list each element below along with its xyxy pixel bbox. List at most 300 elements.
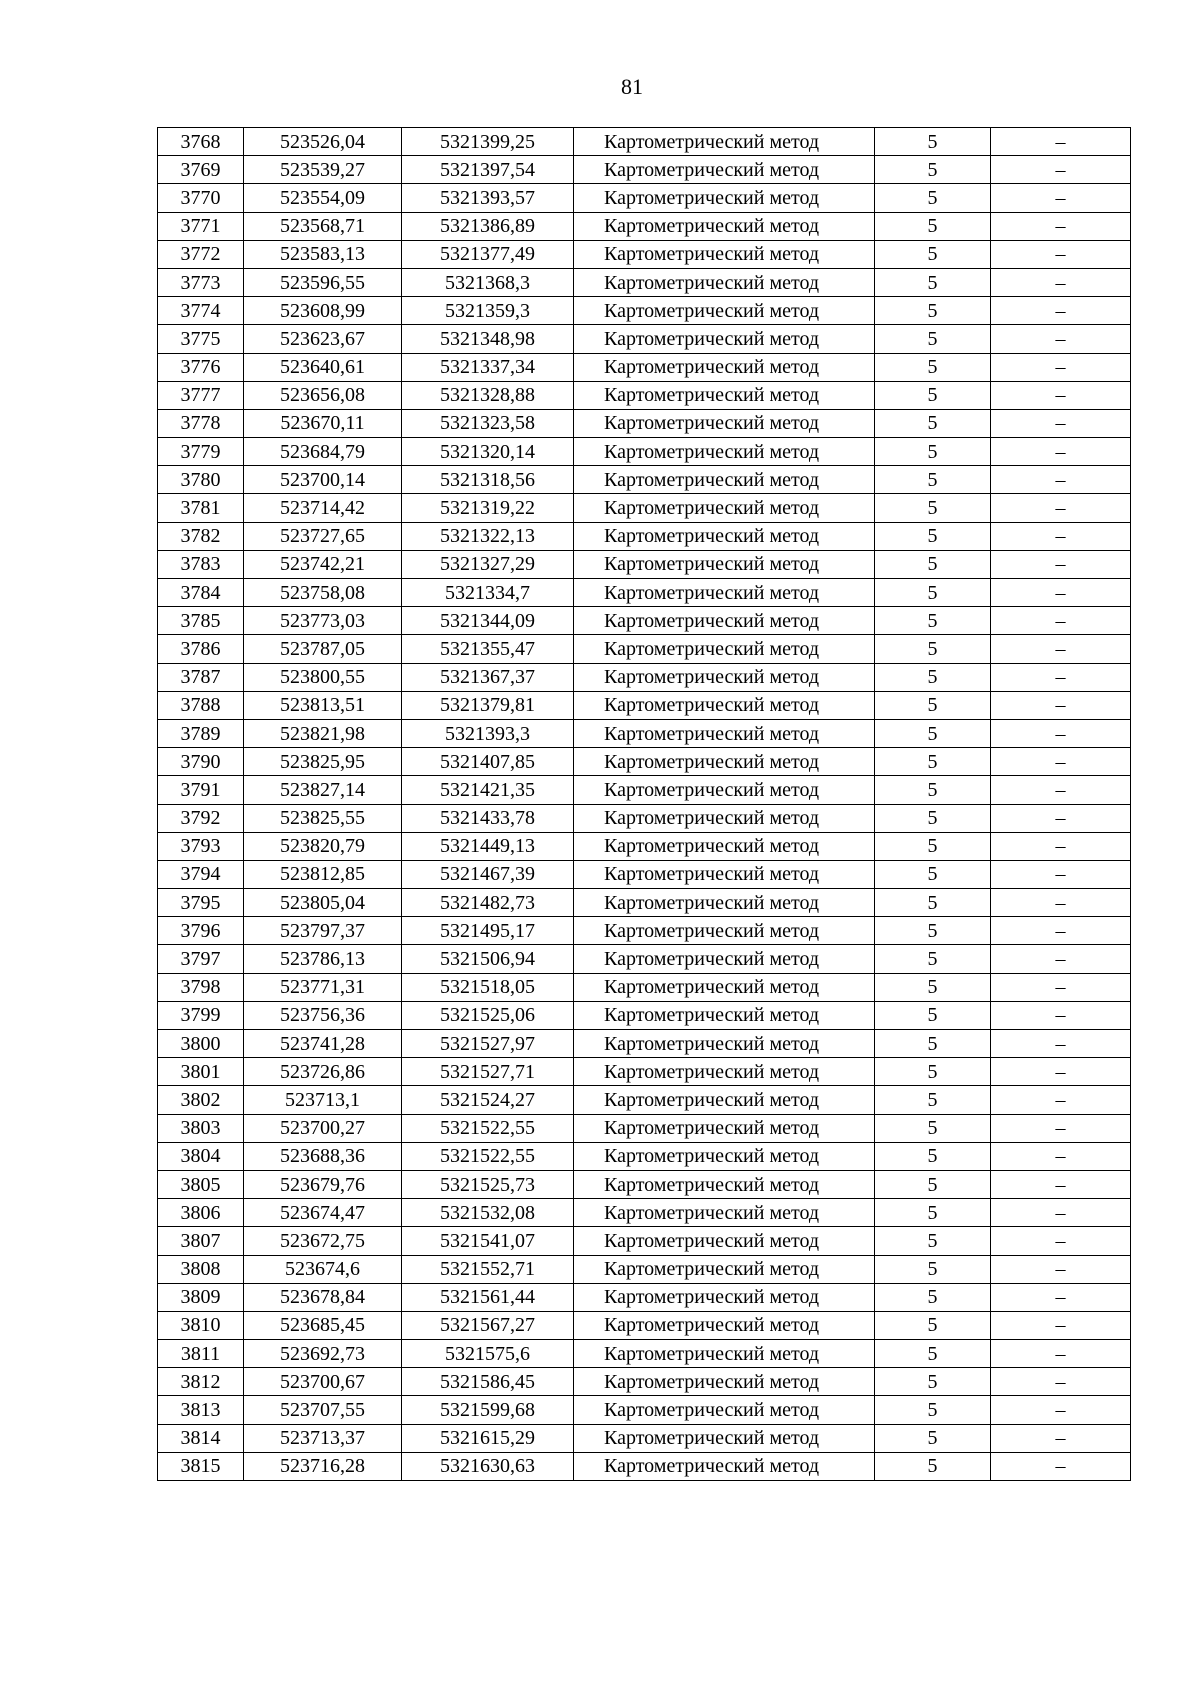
y-coordinate-cell: 5321482,73 (402, 889, 574, 917)
coordinates-table (157, 127, 1131, 1481)
accuracy-cell: 5 (875, 635, 991, 663)
x-coordinate-cell: 523623,67 (244, 325, 402, 353)
y-coordinate-cell: 5321386,89 (402, 212, 574, 240)
x-coordinate-cell: 523608,99 (244, 297, 402, 325)
y-coordinate-cell: 5321318,56 (402, 466, 574, 494)
description-cell: – (991, 1311, 1131, 1339)
method-cell: Картометрический метод (574, 1340, 875, 1368)
point-number-cell: 3786 (158, 635, 244, 663)
point-number-cell: 3774 (158, 297, 244, 325)
accuracy-cell: 5 (875, 325, 991, 353)
point-number-cell: 3815 (158, 1452, 244, 1480)
y-coordinate-cell: 5321567,27 (402, 1311, 574, 1339)
x-coordinate-cell: 523713,1 (244, 1086, 402, 1114)
method-cell: Картометрический метод (574, 1170, 875, 1198)
y-coordinate-cell: 5321407,85 (402, 748, 574, 776)
table-row (158, 1255, 1131, 1283)
method-cell: Картометрический метод (574, 804, 875, 832)
table-row (158, 1170, 1131, 1198)
method-cell: Картометрический метод (574, 1452, 875, 1480)
method-cell: Картометрический метод (574, 945, 875, 973)
x-coordinate-cell: 523688,36 (244, 1142, 402, 1170)
table-row (158, 804, 1131, 832)
description-cell: – (991, 522, 1131, 550)
method-cell: Картометрический метод (574, 325, 875, 353)
method-cell: Картометрический метод (574, 607, 875, 635)
y-coordinate-cell: 5321522,55 (402, 1142, 574, 1170)
y-coordinate-cell: 5321348,98 (402, 325, 574, 353)
method-cell: Картометрический метод (574, 1030, 875, 1058)
table-row (158, 719, 1131, 747)
y-coordinate-cell: 5321449,13 (402, 832, 574, 860)
description-cell: – (991, 776, 1131, 804)
page-number: 81 (621, 74, 643, 99)
point-number-cell: 3808 (158, 1255, 244, 1283)
description-cell: – (991, 184, 1131, 212)
method-cell: Картометрический метод (574, 353, 875, 381)
x-coordinate-cell: 523800,55 (244, 663, 402, 691)
description-cell: – (991, 1030, 1131, 1058)
accuracy-cell: 5 (875, 1283, 991, 1311)
y-coordinate-cell: 5321322,13 (402, 522, 574, 550)
accuracy-cell: 5 (875, 1255, 991, 1283)
description-cell: – (991, 973, 1131, 1001)
method-cell: Картометрический метод (574, 550, 875, 578)
x-coordinate-cell: 523670,11 (244, 409, 402, 437)
table-row (158, 550, 1131, 578)
table-row (158, 889, 1131, 917)
y-coordinate-cell: 5321377,49 (402, 240, 574, 268)
x-coordinate-cell: 523821,98 (244, 719, 402, 747)
accuracy-cell: 5 (875, 409, 991, 437)
table-row (158, 1058, 1131, 1086)
point-number-cell: 3801 (158, 1058, 244, 1086)
method-cell: Картометрический метод (574, 1227, 875, 1255)
description-cell: – (991, 1255, 1131, 1283)
point-number-cell: 3784 (158, 579, 244, 607)
description-cell: – (991, 156, 1131, 184)
point-number-cell: 3807 (158, 1227, 244, 1255)
method-cell: Картометрический метод (574, 1142, 875, 1170)
point-number-cell: 3800 (158, 1030, 244, 1058)
accuracy-cell: 5 (875, 297, 991, 325)
method-cell: Картометрический метод (574, 240, 875, 268)
point-number-cell: 3783 (158, 550, 244, 578)
x-coordinate-cell: 523539,27 (244, 156, 402, 184)
y-coordinate-cell: 5321433,78 (402, 804, 574, 832)
description-cell: – (991, 494, 1131, 522)
y-coordinate-cell: 5321397,54 (402, 156, 574, 184)
method-cell: Картометрический метод (574, 466, 875, 494)
point-number-cell: 3791 (158, 776, 244, 804)
accuracy-cell: 5 (875, 550, 991, 578)
point-number-cell: 3809 (158, 1283, 244, 1311)
method-cell: Картометрический метод (574, 1424, 875, 1452)
description-cell: – (991, 1142, 1131, 1170)
point-number-cell: 3811 (158, 1340, 244, 1368)
description-cell: – (991, 1199, 1131, 1227)
accuracy-cell: 5 (875, 973, 991, 1001)
point-number-cell: 3777 (158, 381, 244, 409)
accuracy-cell: 5 (875, 804, 991, 832)
x-coordinate-cell: 523713,37 (244, 1424, 402, 1452)
method-cell: Картометрический метод (574, 776, 875, 804)
description-cell: – (991, 719, 1131, 747)
accuracy-cell: 5 (875, 1001, 991, 1029)
method-cell: Картометрический метод (574, 1086, 875, 1114)
description-cell: – (991, 832, 1131, 860)
accuracy-cell: 5 (875, 832, 991, 860)
method-cell: Картометрический метод (574, 1368, 875, 1396)
accuracy-cell: 5 (875, 917, 991, 945)
x-coordinate-cell: 523726,86 (244, 1058, 402, 1086)
y-coordinate-cell: 5321399,25 (402, 128, 574, 156)
table-row (158, 1452, 1131, 1480)
x-coordinate-cell: 523568,71 (244, 212, 402, 240)
accuracy-cell: 5 (875, 353, 991, 381)
table-row (158, 748, 1131, 776)
accuracy-cell: 5 (875, 522, 991, 550)
x-coordinate-cell: 523797,37 (244, 917, 402, 945)
point-number-cell: 3810 (158, 1311, 244, 1339)
y-coordinate-cell: 5321586,45 (402, 1368, 574, 1396)
x-coordinate-cell: 523716,28 (244, 1452, 402, 1480)
point-number-cell: 3798 (158, 973, 244, 1001)
point-number-cell: 3778 (158, 409, 244, 437)
description-cell: – (991, 1001, 1131, 1029)
description-cell: – (991, 1452, 1131, 1480)
x-coordinate-cell: 523742,21 (244, 550, 402, 578)
method-cell: Картометрический метод (574, 381, 875, 409)
point-number-cell: 3794 (158, 860, 244, 888)
y-coordinate-cell: 5321615,29 (402, 1424, 574, 1452)
table-row (158, 1311, 1131, 1339)
table-row (158, 128, 1131, 156)
point-number-cell: 3797 (158, 945, 244, 973)
accuracy-cell: 5 (875, 579, 991, 607)
description-cell: – (991, 1114, 1131, 1142)
accuracy-cell: 5 (875, 381, 991, 409)
table-row (158, 607, 1131, 635)
x-coordinate-cell: 523812,85 (244, 860, 402, 888)
table-row (158, 268, 1131, 296)
description-cell: – (991, 1170, 1131, 1198)
table-row (158, 579, 1131, 607)
accuracy-cell: 5 (875, 1058, 991, 1086)
x-coordinate-cell: 523805,04 (244, 889, 402, 917)
description-cell: – (991, 1058, 1131, 1086)
y-coordinate-cell: 5321525,06 (402, 1001, 574, 1029)
x-coordinate-cell: 523786,13 (244, 945, 402, 973)
table-row (158, 325, 1131, 353)
method-cell: Картометрический метод (574, 297, 875, 325)
y-coordinate-cell: 5321320,14 (402, 438, 574, 466)
description-cell: – (991, 945, 1131, 973)
y-coordinate-cell: 5321527,71 (402, 1058, 574, 1086)
y-coordinate-cell: 5321319,22 (402, 494, 574, 522)
accuracy-cell: 5 (875, 1030, 991, 1058)
accuracy-cell: 5 (875, 719, 991, 747)
table-row (158, 240, 1131, 268)
point-number-cell: 3785 (158, 607, 244, 635)
method-cell: Картометрический метод (574, 1311, 875, 1339)
accuracy-cell: 5 (875, 494, 991, 522)
point-number-cell: 3802 (158, 1086, 244, 1114)
accuracy-cell: 5 (875, 691, 991, 719)
table-row (158, 1368, 1131, 1396)
y-coordinate-cell: 5321393,57 (402, 184, 574, 212)
accuracy-cell: 5 (875, 1170, 991, 1198)
method-cell: Картометрический метод (574, 438, 875, 466)
description-cell: – (991, 748, 1131, 776)
method-cell: Картометрический метод (574, 663, 875, 691)
accuracy-cell: 5 (875, 889, 991, 917)
point-number-cell: 3770 (158, 184, 244, 212)
x-coordinate-cell: 523825,95 (244, 748, 402, 776)
table-row (158, 353, 1131, 381)
description-cell: – (991, 297, 1131, 325)
x-coordinate-cell: 523700,14 (244, 466, 402, 494)
table-row (158, 1424, 1131, 1452)
method-cell: Картометрический метод (574, 635, 875, 663)
description-cell: – (991, 635, 1131, 663)
point-number-cell: 3776 (158, 353, 244, 381)
y-coordinate-cell: 5321561,44 (402, 1283, 574, 1311)
y-coordinate-cell: 5321518,05 (402, 973, 574, 1001)
accuracy-cell: 5 (875, 1396, 991, 1424)
table-row (158, 1086, 1131, 1114)
x-coordinate-cell: 523596,55 (244, 268, 402, 296)
point-number-cell: 3803 (158, 1114, 244, 1142)
method-cell: Картометрический метод (574, 212, 875, 240)
method-cell: Картометрический метод (574, 917, 875, 945)
y-coordinate-cell: 5321367,37 (402, 663, 574, 691)
method-cell: Картометрический метод (574, 1255, 875, 1283)
x-coordinate-cell: 523825,55 (244, 804, 402, 832)
description-cell: – (991, 325, 1131, 353)
y-coordinate-cell: 5321575,6 (402, 1340, 574, 1368)
table-row (158, 1283, 1131, 1311)
method-cell: Картометрический метод (574, 1001, 875, 1029)
x-coordinate-cell: 523727,65 (244, 522, 402, 550)
table-row (158, 945, 1131, 973)
y-coordinate-cell: 5321344,09 (402, 607, 574, 635)
table-row (158, 1142, 1131, 1170)
method-cell: Картометрический метод (574, 832, 875, 860)
point-number-cell: 3804 (158, 1142, 244, 1170)
x-coordinate-cell: 523684,79 (244, 438, 402, 466)
accuracy-cell: 5 (875, 1424, 991, 1452)
description-cell: – (991, 1396, 1131, 1424)
table-row (158, 1340, 1131, 1368)
point-number-cell: 3775 (158, 325, 244, 353)
x-coordinate-cell: 523756,36 (244, 1001, 402, 1029)
y-coordinate-cell: 5321359,3 (402, 297, 574, 325)
table-row (158, 860, 1131, 888)
table-row (158, 691, 1131, 719)
accuracy-cell: 5 (875, 1086, 991, 1114)
description-cell: – (991, 128, 1131, 156)
description-cell: – (991, 212, 1131, 240)
table-body (158, 128, 1131, 1481)
table-row (158, 1114, 1131, 1142)
accuracy-cell: 5 (875, 1199, 991, 1227)
table-row (158, 1001, 1131, 1029)
description-cell: – (991, 860, 1131, 888)
y-coordinate-cell: 5321495,17 (402, 917, 574, 945)
accuracy-cell: 5 (875, 438, 991, 466)
description-cell: – (991, 579, 1131, 607)
table-row (158, 1227, 1131, 1255)
x-coordinate-cell: 523583,13 (244, 240, 402, 268)
y-coordinate-cell: 5321355,47 (402, 635, 574, 663)
accuracy-cell: 5 (875, 1368, 991, 1396)
y-coordinate-cell: 5321524,27 (402, 1086, 574, 1114)
description-cell: – (991, 381, 1131, 409)
method-cell: Картометрический метод (574, 860, 875, 888)
accuracy-cell: 5 (875, 663, 991, 691)
x-coordinate-cell: 523707,55 (244, 1396, 402, 1424)
point-number-cell: 3781 (158, 494, 244, 522)
table-row (158, 438, 1131, 466)
y-coordinate-cell: 5321525,73 (402, 1170, 574, 1198)
point-number-cell: 3772 (158, 240, 244, 268)
description-cell: – (991, 889, 1131, 917)
method-cell: Картометрический метод (574, 494, 875, 522)
table-row (158, 297, 1131, 325)
point-number-cell: 3782 (158, 522, 244, 550)
y-coordinate-cell: 5321599,68 (402, 1396, 574, 1424)
table-row (158, 212, 1131, 240)
y-coordinate-cell: 5321552,71 (402, 1255, 574, 1283)
x-coordinate-cell: 523700,67 (244, 1368, 402, 1396)
x-coordinate-cell: 523672,75 (244, 1227, 402, 1255)
accuracy-cell: 5 (875, 945, 991, 973)
x-coordinate-cell: 523640,61 (244, 353, 402, 381)
description-cell: – (991, 1424, 1131, 1452)
x-coordinate-cell: 523679,76 (244, 1170, 402, 1198)
method-cell: Картометрический метод (574, 748, 875, 776)
method-cell: Картометрический метод (574, 719, 875, 747)
x-coordinate-cell: 523827,14 (244, 776, 402, 804)
point-number-cell: 3812 (158, 1368, 244, 1396)
description-cell: – (991, 353, 1131, 381)
method-cell: Картометрический метод (574, 156, 875, 184)
y-coordinate-cell: 5321527,97 (402, 1030, 574, 1058)
x-coordinate-cell: 523813,51 (244, 691, 402, 719)
table-row (158, 917, 1131, 945)
accuracy-cell: 5 (875, 860, 991, 888)
point-number-cell: 3813 (158, 1396, 244, 1424)
table-row (158, 1396, 1131, 1424)
table-row (158, 973, 1131, 1001)
description-cell: – (991, 1227, 1131, 1255)
y-coordinate-cell: 5321421,35 (402, 776, 574, 804)
y-coordinate-cell: 5321393,3 (402, 719, 574, 747)
accuracy-cell: 5 (875, 212, 991, 240)
x-coordinate-cell: 523771,31 (244, 973, 402, 1001)
point-number-cell: 3793 (158, 832, 244, 860)
y-coordinate-cell: 5321506,94 (402, 945, 574, 973)
point-number-cell: 3795 (158, 889, 244, 917)
y-coordinate-cell: 5321337,34 (402, 353, 574, 381)
table-row (158, 466, 1131, 494)
accuracy-cell: 5 (875, 1142, 991, 1170)
x-coordinate-cell: 523692,73 (244, 1340, 402, 1368)
point-number-cell: 3788 (158, 691, 244, 719)
x-coordinate-cell: 523741,28 (244, 1030, 402, 1058)
description-cell: – (991, 240, 1131, 268)
x-coordinate-cell: 523700,27 (244, 1114, 402, 1142)
description-cell: – (991, 1086, 1131, 1114)
point-number-cell: 3768 (158, 128, 244, 156)
table-row (158, 663, 1131, 691)
point-number-cell: 3787 (158, 663, 244, 691)
table-row (158, 635, 1131, 663)
description-cell: – (991, 438, 1131, 466)
y-coordinate-cell: 5321323,58 (402, 409, 574, 437)
point-number-cell: 3796 (158, 917, 244, 945)
x-coordinate-cell: 523656,08 (244, 381, 402, 409)
x-coordinate-cell: 523787,05 (244, 635, 402, 663)
y-coordinate-cell: 5321334,7 (402, 579, 574, 607)
method-cell: Картометрический метод (574, 184, 875, 212)
y-coordinate-cell: 5321532,08 (402, 1199, 574, 1227)
method-cell: Картометрический метод (574, 1283, 875, 1311)
x-coordinate-cell: 523674,6 (244, 1255, 402, 1283)
accuracy-cell: 5 (875, 776, 991, 804)
description-cell: – (991, 691, 1131, 719)
accuracy-cell: 5 (875, 607, 991, 635)
method-cell: Картометрический метод (574, 691, 875, 719)
point-number-cell: 3771 (158, 212, 244, 240)
x-coordinate-cell: 523820,79 (244, 832, 402, 860)
point-number-cell: 3799 (158, 1001, 244, 1029)
table-row (158, 832, 1131, 860)
table-row (158, 494, 1131, 522)
method-cell: Картометрический метод (574, 522, 875, 550)
table-row (158, 522, 1131, 550)
accuracy-cell: 5 (875, 1311, 991, 1339)
point-number-cell: 3790 (158, 748, 244, 776)
method-cell: Картометрический метод (574, 128, 875, 156)
x-coordinate-cell: 523714,42 (244, 494, 402, 522)
x-coordinate-cell: 523678,84 (244, 1283, 402, 1311)
accuracy-cell: 5 (875, 128, 991, 156)
accuracy-cell: 5 (875, 466, 991, 494)
accuracy-cell: 5 (875, 748, 991, 776)
y-coordinate-cell: 5321327,29 (402, 550, 574, 578)
point-number-cell: 3769 (158, 156, 244, 184)
method-cell: Картометрический метод (574, 1114, 875, 1142)
description-cell: – (991, 268, 1131, 296)
y-coordinate-cell: 5321541,07 (402, 1227, 574, 1255)
point-number-cell: 3773 (158, 268, 244, 296)
accuracy-cell: 5 (875, 1227, 991, 1255)
y-coordinate-cell: 5321368,3 (402, 268, 574, 296)
accuracy-cell: 5 (875, 240, 991, 268)
description-cell: – (991, 466, 1131, 494)
method-cell: Картометрический метод (574, 409, 875, 437)
x-coordinate-cell: 523526,04 (244, 128, 402, 156)
point-number-cell: 3814 (158, 1424, 244, 1452)
description-cell: – (991, 663, 1131, 691)
point-number-cell: 3806 (158, 1199, 244, 1227)
description-cell: – (991, 917, 1131, 945)
table-row (158, 156, 1131, 184)
y-coordinate-cell: 5321379,81 (402, 691, 574, 719)
accuracy-cell: 5 (875, 156, 991, 184)
